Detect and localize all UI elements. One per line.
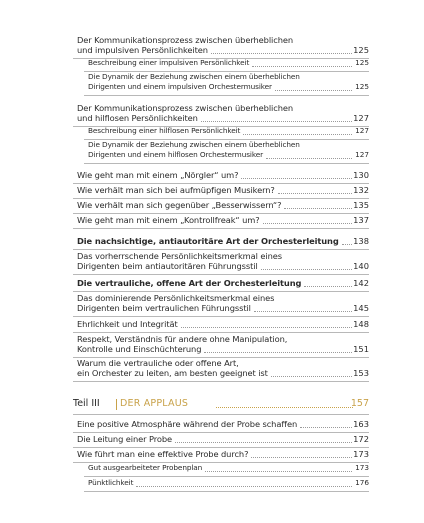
toc-entry-page: 138 [353, 236, 369, 246]
toc-entry-text: Das dominierende Persönlichkeitsmerkmal eines [77, 293, 275, 303]
toc-entry-text: Gut ausgearbeiteter Probenplan [88, 463, 203, 472]
toc-entry-page: 173 [355, 463, 369, 472]
toc-entry-page: 172 [353, 434, 369, 444]
toc-entry-text: Der Kommunikationsprozess zwischen überheblichen [77, 103, 294, 113]
toc-entry-text: Dirigenten und einem impulsiven Orchestermusiker [88, 82, 272, 91]
toc-entry-page: 145 [353, 303, 369, 313]
toc-leader-dots [252, 66, 352, 67]
toc-entry-text: Wie führt man eine effektive Probe durch? [77, 449, 249, 459]
toc-separator [84, 476, 369, 477]
toc-separator [73, 432, 369, 433]
toc-entry-page: 151 [353, 344, 369, 354]
toc-leader-dots [241, 178, 352, 179]
toc-entry-text: Pünktlichkeit [88, 478, 134, 487]
part-title: DER APPLAUS [120, 398, 189, 409]
part-heading [0, 398, 424, 412]
toc-leader-dots [254, 311, 352, 312]
toc-leader-dots [271, 376, 352, 377]
toc-entry-page: 148 [353, 319, 369, 329]
toc-leader-dots [136, 486, 352, 487]
toc-entry-page: 140 [353, 261, 369, 271]
toc-entry-text: Eine positive Atmosphäre während der Probe schaffen [77, 419, 298, 429]
toc-separator [84, 491, 369, 492]
toc-entry-text: Wie verhält man sich bei aufmüpfigen Musikern? [77, 185, 275, 195]
toc-entry-text: Ehrlichkeit und Integrität [77, 319, 178, 329]
toc-leader-dots [175, 442, 352, 443]
toc-separator [73, 316, 369, 317]
toc-entry-text: Der Kommunikationsprozess zwischen überheblichen [77, 35, 294, 45]
toc-entry-text: Kontrolle und Einschüchterung [77, 344, 202, 354]
toc-entry-text: Die vertrauliche, offene Art der Orchesterleitung [77, 278, 302, 288]
part-page-number: 157 [350, 398, 369, 409]
toc-separator [73, 447, 369, 448]
toc-entry-page: 125 [353, 45, 369, 55]
toc-leader-dots [204, 352, 352, 353]
toc-separator [73, 249, 369, 250]
toc-separator [73, 213, 369, 214]
toc-entry-page: 153 [353, 368, 369, 378]
toc-entry-page: 127 [355, 126, 369, 135]
toc-entry-text: Wie verhält man sich gegenüber „Besserwissern“? [77, 200, 282, 210]
toc-leader-dots [275, 90, 352, 91]
toc-entry-text: und hilflosen Persönlichkeiten [77, 113, 198, 123]
toc-entry-text: und impulsiven Persönlichkeiten [77, 45, 208, 55]
toc-entry-page: 130 [353, 170, 369, 180]
toc-entry-text: Wie geht man mit einem „Nörgler“ um? [77, 170, 239, 180]
toc-leader-dots [284, 208, 352, 209]
toc-separator [73, 228, 369, 229]
toc-entry-text: ein Orchester zu leiten, am besten geeignet ist [77, 368, 268, 378]
toc-leader-dots [342, 244, 352, 245]
toc-leader-dots [263, 223, 352, 224]
toc-entry-page: 142 [353, 278, 369, 288]
toc-entry-text: Warum die vertrauliche oder offene Art, [77, 358, 239, 368]
toc-entry-page: 132 [353, 185, 369, 195]
toc-entry-text: Respekt, Verständnis für andere ohne Manipulation, [77, 334, 288, 344]
toc-separator [73, 332, 369, 333]
toc-entry-page: 173 [353, 449, 369, 459]
part-leader [216, 407, 353, 408]
toc-entry-text: Die Dynamik der Beziehung zwischen einem überheblichen [88, 140, 300, 149]
toc-leader-dots [266, 158, 352, 159]
toc-leader-dots [243, 134, 352, 135]
toc-entry-text: Wie geht man mit einem „Kontrollfreak“ um? [77, 215, 260, 225]
toc-leader-dots [201, 121, 352, 122]
toc-leader-dots [181, 327, 352, 328]
toc-entry-page: 125 [355, 82, 369, 91]
toc-entry-text: Dirigenten beim vertraulichen Führungsstil [77, 303, 251, 313]
toc-separator [73, 274, 369, 275]
toc-separator [73, 291, 369, 292]
toc-leader-dots [205, 471, 352, 472]
toc-entry-text: Dirigenten und einem hilflosen Orchestermusiker [88, 150, 263, 159]
toc-entry-page: 125 [355, 58, 369, 67]
toc-entry-page: 176 [355, 478, 369, 487]
toc-leader-dots [278, 193, 352, 194]
part-divider [116, 399, 117, 410]
part-number: Teil III [73, 398, 100, 409]
toc-entry-text: Beschreibung einer hilflosen Persönlichkeit [88, 126, 241, 135]
toc-leader-dots [304, 286, 352, 287]
toc-entry-text: Die Leitung einer Probe [77, 434, 173, 444]
toc-separator [84, 95, 369, 96]
toc-entry-page: 163 [353, 419, 369, 429]
toc-entry-text: Dirigenten beim antiautoritären Führungsstil [77, 261, 258, 271]
toc-entry-text: Die Dynamik der Beziehung zwischen einem überheblichen [88, 72, 300, 81]
toc-entry-text: Beschreibung einer impulsiven Persönlichkeit [88, 58, 250, 67]
toc-entry-page: 127 [353, 113, 369, 123]
toc-leader-dots [300, 427, 352, 428]
toc-leader-dots [211, 53, 352, 54]
toc-entry-text: Das vorherrschende Persönlichkeitsmerkmal eines [77, 251, 282, 261]
toc-entry-page: 127 [355, 150, 369, 159]
toc-entry-page: 135 [353, 200, 369, 210]
toc-separator [73, 381, 369, 382]
toc-separator [73, 183, 369, 184]
toc-leader-dots [261, 269, 352, 270]
toc-separator [84, 163, 369, 164]
toc-leader-dots [251, 457, 352, 458]
toc-entry-text: Die nachsichtige, antiautoritäre Art der Orchesterleitung [77, 236, 339, 246]
toc-entry-page: 137 [353, 215, 369, 225]
part-separator [73, 414, 369, 415]
toc-separator [73, 198, 369, 199]
